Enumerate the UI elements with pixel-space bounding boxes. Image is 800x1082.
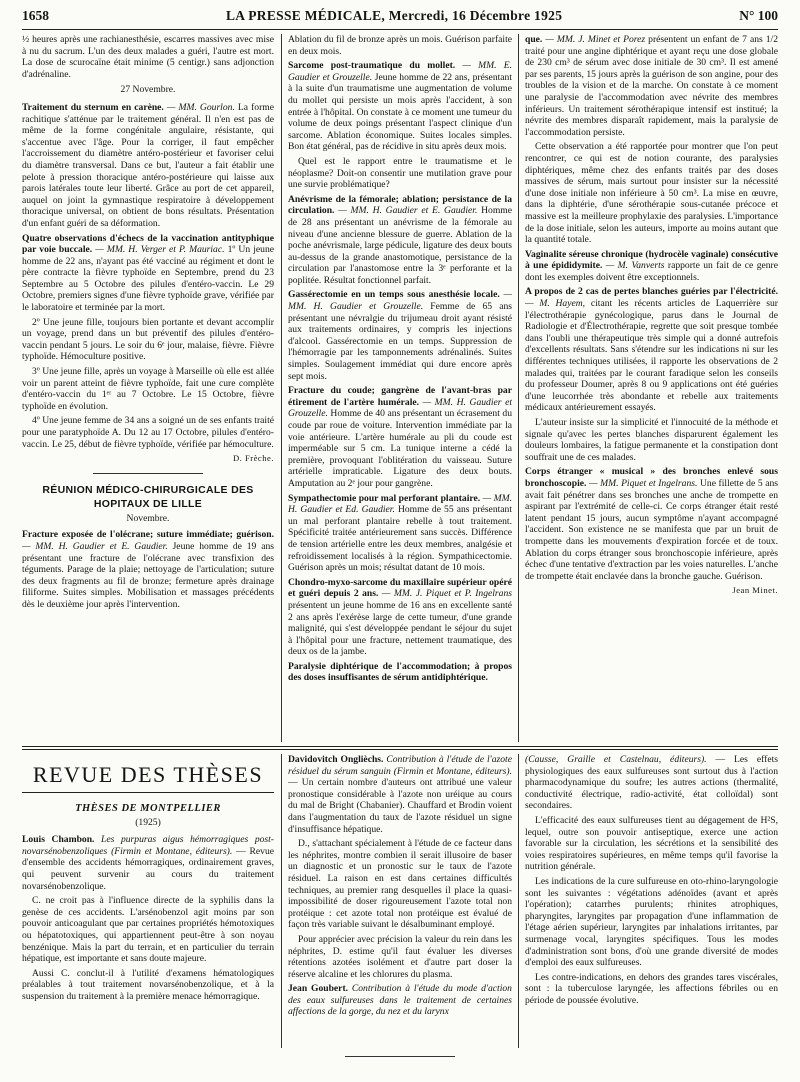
- column-1: [22, 34, 274, 742]
- paragraph: D., s'attachant spécialement à l'étude de ce facteur dans les néphrites, montre combien il serait illusoire de baser un diagnostic et un pronostic sur le taux de l'azote résiduel. La raison en est dans certaines difficultés techniques, au premier rang desquelles il place la quasi-impossibilité de doser rigoureusement l'azote total non protéique : cet azote total non protéique est évalué de façon très variable suivant le désalbuminant employé.: [288, 838, 512, 931]
- entry-text: Jeune homme de 22 ans, présentant à la suite d'un traumatisme une augmentation de volume du mollet qui persiste un mois après l'accident, à son entrée à l'hôpital. On constate à ce moment une tumeur du volume de deux poings présentant l'aspect clinique d'un sarcome. Ablation économique. Suites locales simples. Bon état général, pas de récidive in situ après deux mois.: [288, 71, 512, 153]
- column-divider-4: [518, 754, 519, 1048]
- column-2: [288, 34, 512, 742]
- entry-title: Quatre observations d'échecs de la vaccination antityphique par voie buccale.: [22, 232, 274, 256]
- journal-title: LA PRESSE MÉDICALE, Mercredi, 16 Décembre 1925: [225, 8, 563, 23]
- signature: Jean Minet.: [732, 585, 778, 596]
- entry-title: Paralysie diphtérique de l'accommodation; à propos des doses insuffisantes de sérum antidiphtérique.: [288, 660, 512, 684]
- footer-rule: [345, 1056, 455, 1057]
- entry-authors: — MM. H. Gaudier et Grouzelle.: [288, 396, 512, 420]
- page-number: 1658: [22, 8, 49, 23]
- section-divider: [93, 473, 203, 474]
- communication-entry: [288, 661, 512, 684]
- session-month: Novembre.: [126, 512, 170, 524]
- entry-title: Sympathectomie pour mal perforant plantaire.: [288, 492, 481, 504]
- thesis-text: — Un certain nombre d'auteurs ont attribué une valeur pronostique considérable à l'azote non uréique au cours du mal de Bright (Chabanier). Chauffard et Brodin voient dans l'augmentation du taux de l'azote résiduel un signe d'insuffisance hépatique.: [288, 777, 512, 835]
- column-3: [525, 34, 778, 742]
- communication-entry: [525, 286, 778, 414]
- column-divider-3: [281, 754, 282, 1048]
- entry-title: Sarcome post-traumatique du mollet.: [288, 60, 456, 72]
- entry-authors: — MM. J. Piquet et P. Ingelrans: [378, 588, 512, 600]
- entry-authors: — MM. Gourlon.: [163, 101, 235, 113]
- session-date: 27 Novembre.: [120, 84, 176, 96]
- entry-authors: — M. Hayem,: [525, 298, 586, 310]
- communication-entry: [22, 529, 274, 610]
- signature: D. Frèche.: [232, 453, 274, 464]
- entry-authors: — MM. H. Verger et P. Mauriac.: [92, 244, 225, 256]
- entry-text: Homme de 28 ans présentant un anévrisme de la fémorale au niveau d'une ancienne blessure de guerre. Ablation de la poche anévrismale, large pédicule, ligature des deux bouts au-dessus de la grande anastomotique, persistance de la circulation par l'anastomose entre la 3ᵉ perforante et la poplitée. Résultat fonctionnel parfait.: [288, 205, 512, 286]
- section-year: (1925): [135, 816, 161, 828]
- thesis-author: Louis Chambon.: [22, 834, 95, 846]
- entry-text: Homme de 40 ans présentant un écrasement du coude par roue de voiture. Intervention immédiate par la voie antérieure. L'artère humérale au pli du coude est imperméable sur 5 cm. La tunique interne a cédé la première, provoquant l'oblitération du vaisseau. Suture artérielle impraticable. Ligature des deux bouts. Amputation au 2ᵉ jour pour gangrène.: [288, 408, 512, 489]
- paragraph: Aussi C. conclut-il à l'utilité d'examens hématologiques préalables à tout traitement novarsénobenzolique, et à la suspension du traitement à la première menace hémorragique.: [22, 967, 274, 1002]
- entry-title: A propos de 2 cas de pertes blanches guéries par l'électricité.: [525, 286, 778, 298]
- entry-authors: — M. Vanverts: [602, 260, 665, 272]
- entry-title: Corps étranger « musical » des bronches enlevé sous bronchoscopie.: [525, 466, 778, 489]
- column-divider-1: [281, 34, 282, 742]
- issue-number: N° 100: [739, 8, 778, 23]
- entry-authors: — MM. H. Gaudier et Ed. Gaudier.: [288, 492, 512, 516]
- entry-title: Traitement du sternum en carène.: [22, 101, 164, 113]
- communication-entry: [288, 577, 512, 658]
- entry-text: Homme de 55 ans présentant un mal perforant plantaire rebelle à tout traitement. Spécificité traitée antérieurement sans succès. Différence de tension artérielle entre les deux membres, analgésie et refroidissement localisés à la région. Sympathicectomie. Guérison après un mois; résultat datant de 10 mois.: [288, 504, 512, 574]
- section-title-rule: [22, 792, 274, 793]
- thesis-entry: [22, 834, 274, 892]
- entry-text: présentent un enfant de 7 ans 1/2 traité pour une angine diphtérique et ayant reçu une dose globale de 230 cm³ de sérum avec dose initiale de 30 cm³. Il est amené par ses parents, 15 jours après la guérison de son angine, pour des troubles de la vision et de la marche. On constate à ce moment une paralysie de l'accommodation avec névrite des membres inférieurs. Un traitement sérothérapique intensif est institué; la névrite des membres disparaît rapidement, mais la paralysie de l'accommodation persiste.: [525, 34, 778, 138]
- thesis-entry: [288, 983, 512, 1018]
- thesis-text: — Revue d'ensemble des accidents hémorragiques, ordinairement graves, qui peuvent survenir au cours du traitement novarsénobenzolique.: [22, 845, 274, 892]
- entry-text: La forme rachitique s'atténue par le traitement général. Il n'en est pas de même de la forme congénitale angulaire, résistante, qui s'accentue avec l'âge. Pour la corriger, il faut empêcher l'accroissement du diamètre antéro-postérieur et favoriser celui du diamètre transversal. Dans ce but, l'auteur a fait établir une pelote à pression thoracique antéro-postérieure qui laisse aux parois latérales toute leur liberté. Grâce au port de cet appareil, auquel on joint la gymnastique respiratoire à développement thoracique universal, on obtient de bons résultats. Présentation d'un enfant guéri de sa déformation.: [22, 101, 274, 229]
- paragraph: 2º Une jeune fille, toujours bien portante et devant accomplir un voyage, prend dans un but préventif des pilules d'entéro-vaccin pendant 5 jours. Le soir du 6ᵉ jour, malaise, fièvre. Fièvre typhoïde. Hémoculture positive.: [22, 316, 274, 363]
- entry-authors: — MM. H. Gaudier et E. Gaudier.: [22, 540, 168, 552]
- entry-text: 1º Un jeune homme de 22 ans, n'ayant pas été vacciné au régiment et dont le père contracte la fièvre typhoïde en Septembre, prend du 23 Septembre au 5 Octobre des pilules d'entéro-vaccin. Le 29 Octobre, premiers signes d'une fièvre typhoïde grave, vérifiée par le laboratoire et terminée par la mort.: [22, 244, 274, 314]
- thesis-text: — Les effets physiologiques des eaux sulfureuses sont surtout dus à l'action pharmacodynamique du soufre; les autres actions (thermalité, conductivité électrique, radio-activité, état colloïdal) sont secondaires.: [525, 754, 778, 812]
- communication-entry: [288, 194, 512, 287]
- paragraph: ½ heures après une rachianesthésie, escarres massives avec mise à nu du sacrum. L'un des deux malades a guéri, l'autre est mort. La dose de scurocaïne était minime (5 centigr.) sans adjonction d'adrénaline.: [22, 34, 274, 80]
- entry-text: rapporte un fait de ce genre dont les exemples doivent être exceptionnels.: [525, 260, 778, 283]
- communication-entry: [288, 289, 512, 382]
- communication-entry: [22, 102, 274, 230]
- entry-text: Une fillette de 5 ans avait fait pénétrer dans ses bronches une anche de trompette en aspirant par l'extrémité de celle-ci. Ce corps étranger était resté latent pendant 15 jours, aucun symptôme n'ayant accompagné l'accident. Son existence ne se manifesta que par un bruit de trompette dans les mouvements d'expiration forcée et de toux. Ablation du corps étranger sous bronchoscopie inférieure, après échec d'une tentative d'extraction par les voies naturelles. L'anche de trompette était enclavée dans la bronche gauche. Guérison.: [525, 477, 778, 582]
- entry-text: présentent un jeune homme de 16 ans en excellente santé 2 ans après l'exérèse large de cette tumeur, d'une grande malignité, qui s'est développée pendant le séjour du sujet à l'hôpital pour une fracture, nettement traumatique, des deux os de la jambe.: [288, 599, 512, 658]
- column-divider-2: [518, 34, 519, 742]
- communication-entry: [288, 385, 512, 489]
- communication-entry: [525, 249, 778, 284]
- entry-authors: — MM. Piquet et Ingelrans.: [586, 477, 698, 489]
- theses-column-2: [288, 754, 512, 1050]
- paragraph: 3º Une jeune fille, après un voyage à Marseille où elle est allée voir un parent atteint de fièvre typhoïde, fait une cure complète d'entéro-vaccin du 1ᵉʳ au 7 Octobre. Le 15 Octobre, fièvre typhoïde en évolution.: [22, 366, 274, 412]
- thesis-title: Contribution à l'étude du mode d'action des eaux sulfureuses dans le traitement de certaines affections de la gorge, du nez et du larynx: [288, 983, 512, 1018]
- entry-title: Fracture du coude; gangrène de l'avant-bras par étirement de l'artère humérale.: [288, 385, 512, 408]
- communication-entry: [288, 493, 512, 574]
- paragraph: Les contre-indications, en dehors des grandes tares viscérales, sont : la tuberculose laryngée, les affections fébriles ou en période de poussée évolutive.: [525, 971, 778, 1006]
- entry-text: Jeune homme de 19 ans présentant une fracture de l'olécrane avec transfixion des téguments. Parage de la plaie; nettoyage de l'articulation; suture des deux fragments au fil de bronze; fermeture après drainage filiforme. Suites simples. Mobilisation et massages précédents dès le deuxième jour après l'intervention.: [22, 540, 274, 610]
- entry-text: Femme de 65 ans présentant une névralgie du trijumeau droit ayant résisté aux traitements ordinaires, y compris les injections d'alcool. Gassérectomie en un temps. Suppression de l'hémorragie par les tamponnements adrénalinés. Suites simples. Soulagement immédiat qui dure encore après sept mois.: [288, 301, 512, 382]
- paragraph: [525, 754, 778, 812]
- entry-authors: — MM. H. Gaudier et E. Gaudier.: [334, 205, 478, 217]
- thesis-publisher: (Firmin et Montane, éditeurs).: [107, 845, 233, 857]
- section-rule-bottom: [22, 749, 778, 750]
- entry-authors: — MM. J. Minet et Porez: [542, 34, 646, 45]
- communication-entry: [525, 466, 778, 582]
- entry-title: Anévrisme de la fémorale; ablation; persistance de la circulation.: [288, 193, 512, 217]
- paragraph: Cette observation a été rapportée pour montrer que l'on peut rencontrer, ce qui est de notion courante, des paralysies diphtériques, même chez des enfants traités par des doses massives de sérum, mais surtout pour insister sur la nécessité d'une dose initiale non inférieure à 50 cm³. La mise en œuvre, dans la diphtérie, d'une sérothérapie sous-cutanée précoce et massive est la meilleure prophylaxie des paralysies. L'importance de la dose initiale, selon les auteurs, importe au moins autant que la quantité totale.: [525, 141, 778, 246]
- entry-title: Vaginalite séreuse chronique (hydrocèle vaginale) consécutive à une épididymite.: [525, 248, 778, 272]
- entry-text: citant les récents articles de Laquerrière sur l'électrothérapie gynécologique, parus dans le Journal de Radiologie et d'Électrothérapie, regrette que soit presque tombée dans l'oubli une thérapeutique très simple qui a donné autrefois d'excellents résultats. Sans s'étendre sur les indications ni sur les différentes techniques utilisées, il rapporte les observations de 2 malades qui, traitées par le courant faradique selon les conseils du professeur Doumer, après 8 ou 9 applications ont été guéries d'une leucorrhée très abondante et rebelle aux traitements médicaux antérieurement essayés.: [525, 298, 778, 414]
- section-subtitle: THÈSES DE MONTPELLIER: [75, 803, 221, 814]
- header-rule: [22, 29, 778, 30]
- thesis-author: Davidovitch Onglièchs.: [288, 754, 384, 765]
- entry-authors: — MM. E. Gaudier et Grouzelle.: [288, 60, 512, 83]
- thesis-title: Les purpuras aigus hémorragiques post-novarsénobenzoliques: [22, 834, 274, 857]
- theses-column-1: [22, 754, 274, 1050]
- communication-entry: [288, 60, 512, 153]
- thesis-title: Contribution à l'étude de l'azote résiduel du sérum sanguin: [288, 754, 512, 777]
- entry-title: Fracture exposée de l'olécrane; suture immédiate; guérison.: [22, 529, 274, 541]
- thesis-author: Jean Goubert.: [288, 983, 349, 995]
- paragraph: L'efficacité des eaux sulfureuses tient au dégagement de H²S, lequel, outre son pouvoir antiseptique, exerce une action favorable sur la circulation, les sécrétions et la sensibilité des voies respiratoires supérieures, en même temps qu'il favorise la nutrition générale.: [525, 814, 778, 873]
- paragraph: Ablation du fil de bronze après un mois. Guérison parfaite en deux mois.: [288, 34, 512, 57]
- entry-title: Gassérectomie en un temps sous anesthésie locale.: [288, 289, 500, 301]
- thesis-publisher: (Causse, Graille et Castelnau, éditeurs).: [525, 754, 707, 765]
- thesis-publisher: (Firmin et Montane, éditeurs).: [390, 765, 512, 777]
- communication-entry: [525, 34, 778, 138]
- paragraph: Les indications de la cure sulfureuse en oto-rhino-laryngologie sont les suivantes : végétations adénoïdes (avant et après l'opération); catarrhes purulents; rhinites atrophiques, pharyngites, laryngites par propagation d'une inflammation de l'étage aérien supérieur, laryngites par inhalations irritantes, par surmenage vocal, laryngites spécifiques. Tous les modes d'administration sont bons, d'où une grande diversité de modes d'emploi des eaux sulfureuses.: [525, 875, 778, 969]
- paragraph: Quel est le rapport entre le traumatisme et le néoplasme? Doit-on consentir une mutilation grave pour une survie problématique?: [288, 155, 512, 191]
- page-header: [22, 4, 778, 28]
- entry-title: que.: [525, 34, 543, 45]
- society-title: RÉUNION MÉDICO-CHIRURGICALE DES HOPITAUX DE LILLE: [42, 483, 254, 510]
- section-rule-top: [22, 746, 778, 747]
- thesis-entry: [288, 754, 512, 835]
- entry-title: Chondro-myxo-sarcome du maxillaire supérieur opéré et guéri depuis 2 ans.: [288, 576, 512, 600]
- paragraph: L'auteur insiste sur la simplicité et l'innocuité de la méthode et signale qu'avec les pertes blanches disparurent également les douleurs lombaires, la fatigue permanente et la constipation dont souffrait une de ces malades.: [525, 417, 778, 463]
- paragraph: 4º Une jeune femme de 34 ans a soigné un de ses enfants traité pour une paratyphoïde A. Du 12 au 17 Octobre, pilules d'entéro-vaccin. Le 25, début de fièvre typhoïde, vérifiée par hémoculture.: [22, 415, 274, 450]
- theses-column-3: [525, 754, 778, 1050]
- section-title: REVUE DES THÈSES: [32, 762, 264, 787]
- communication-entry: [22, 233, 274, 314]
- paragraph: Pour apprécier avec précision la valeur du rein dans les néphrites, D. estime qu'il faut évaluer les diverses rétentions azotées isolément et d'autre part doser la réserve alcaline et les chlorures du plasma.: [288, 933, 512, 980]
- paragraph: C. ne croit pas à l'influence directe de la syphilis dans la genèse de ces accidents. L'arsénobenzol agit moins par son pouvoir anticoagulant que par certaines propriétés hémotoxiques ou hépatotoxiques, qui appartiennent peut-être à son noyau benzénique. Mais la part du terrain, et en particulier du terrain hépatique, est importante et sans doute majeure.: [22, 895, 274, 965]
- entry-authors: — MM. H. Gaudier et Grouzelle.: [288, 289, 512, 313]
